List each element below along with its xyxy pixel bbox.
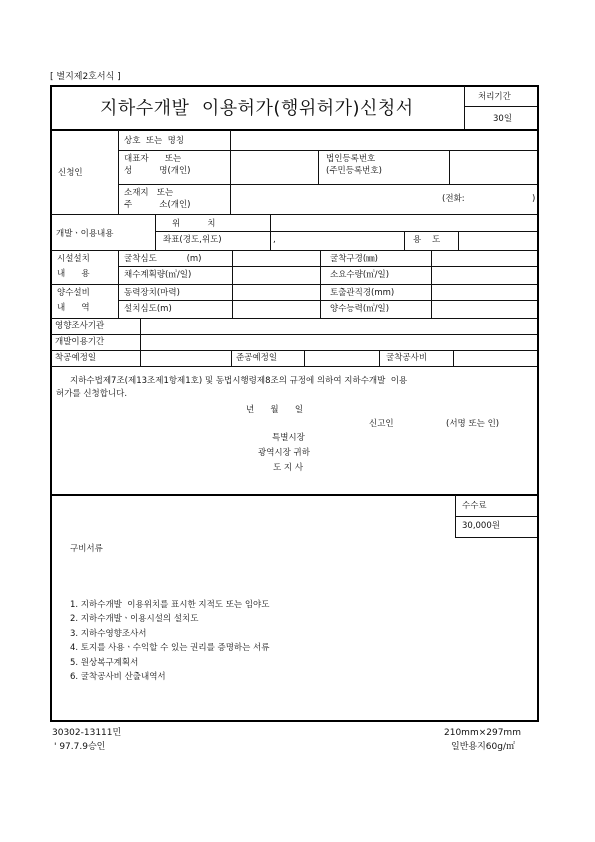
install-depth-field[interactable] bbox=[234, 301, 318, 317]
power-unit-field[interactable] bbox=[234, 285, 318, 300]
planned-volume-field[interactable] bbox=[234, 267, 318, 283]
document-item: 6. 굴착공사비 산출내역서 bbox=[70, 672, 166, 682]
divider bbox=[118, 130, 119, 214]
purpose-field[interactable] bbox=[460, 232, 536, 249]
divider bbox=[304, 350, 305, 366]
location-field[interactable] bbox=[272, 215, 536, 230]
divider bbox=[318, 150, 319, 184]
divider bbox=[455, 516, 537, 517]
fee-label: 수수료 bbox=[462, 501, 487, 511]
recipient-line-1: 특별시장 bbox=[272, 433, 305, 443]
page-title: 지하수개발 이용허가(행위허가)신청서 bbox=[100, 98, 414, 119]
discharge-diameter-field[interactable] bbox=[433, 285, 536, 300]
divider bbox=[231, 350, 232, 366]
completion-date-field[interactable] bbox=[306, 351, 378, 366]
corp-reg-no-field[interactable] bbox=[451, 151, 536, 183]
applicant-name-field[interactable] bbox=[402, 416, 442, 430]
pump-capacity-field[interactable] bbox=[433, 301, 536, 317]
date-line: 년 월 일 bbox=[246, 405, 304, 415]
divider bbox=[379, 350, 380, 366]
document-item: 3. 지하수영향조사서 bbox=[70, 629, 147, 639]
divider bbox=[464, 86, 465, 130]
document-item: 1. 지하수개발 이용위치를 표시한 지적도 또는 임야도 bbox=[70, 600, 270, 610]
divider bbox=[404, 231, 405, 250]
application-statement-line-2: 허가를 신청합니다. bbox=[56, 389, 128, 399]
coordinates-label: 좌표(경도,위도) bbox=[163, 235, 222, 245]
pump-section-label: 양수설비 bbox=[57, 288, 90, 298]
company-name-label: 상호 또는 명칭 bbox=[124, 136, 185, 146]
paper-spec: 일반용지60g/㎡ bbox=[451, 742, 515, 752]
divider bbox=[230, 184, 231, 214]
pump-section-label-2: 내 역 bbox=[57, 303, 90, 313]
divider bbox=[455, 537, 537, 538]
divider bbox=[51, 366, 537, 367]
purpose-label: 용 도 bbox=[413, 235, 441, 245]
processing-period-label: 처리기간 bbox=[478, 92, 511, 102]
divider bbox=[458, 231, 459, 250]
divider bbox=[449, 150, 450, 184]
document-item: 5. 원상복구계획서 bbox=[70, 658, 139, 668]
start-date-field[interactable] bbox=[142, 351, 230, 366]
required-documents-heading: 구비서류 bbox=[70, 544, 103, 554]
divider bbox=[140, 318, 141, 366]
recipient-line-3: 도 지 사 bbox=[273, 463, 304, 473]
pump-capacity-label: 양수능력(㎥/일) bbox=[330, 304, 390, 314]
representative-field[interactable] bbox=[232, 151, 316, 183]
impact-survey-org-field[interactable] bbox=[142, 319, 536, 333]
planned-volume-label: 채수계획량(㎥/일) bbox=[124, 270, 192, 280]
frame-left bbox=[50, 85, 52, 721]
power-unit-label: 동력장치(마력) bbox=[124, 288, 180, 298]
address-field[interactable] bbox=[232, 185, 432, 213]
required-volume-label: 소요수량(㎥/일) bbox=[330, 270, 390, 280]
document-item: 4. 토지를 사용ㆍ수익할 수 있는 권리를 증명하는 서류 bbox=[70, 643, 270, 653]
company-name-field[interactable] bbox=[232, 131, 536, 149]
install-depth-label: 설치심도(m) bbox=[124, 304, 172, 314]
facility-section-label-2: 내 용 bbox=[57, 269, 90, 279]
start-date-label: 착공예정일 bbox=[55, 353, 97, 363]
document-item: 2. 지하수개발ㆍ이용시설의 설치도 bbox=[70, 614, 199, 624]
frame-right bbox=[537, 85, 539, 721]
divider bbox=[155, 214, 156, 250]
coordinates-comma: , bbox=[273, 235, 276, 245]
signature-note: (서명 또는 인) bbox=[446, 419, 500, 429]
paper-size: 210mm×297mm bbox=[444, 728, 521, 738]
representative-label: 대표자 또는 bbox=[124, 154, 182, 164]
facility-section-label: 시설설치 bbox=[57, 254, 90, 264]
location-label: 위 치 bbox=[172, 219, 216, 229]
resident-reg-no-label: (주민등록번호) bbox=[326, 166, 382, 176]
drilling-depth-label: 굴착심도 (m) bbox=[124, 254, 202, 264]
divider bbox=[230, 130, 231, 150]
corp-reg-no-label: 법인등록번호 bbox=[326, 154, 376, 164]
required-volume-field[interactable] bbox=[433, 267, 536, 283]
drilling-diameter-label: 굴착구경(㎜) bbox=[330, 254, 378, 264]
form-number-label: [ 별지제2호서식 ] bbox=[50, 72, 121, 82]
applicant-section-label: 신청인 bbox=[58, 168, 83, 178]
development-period-field[interactable] bbox=[142, 335, 536, 349]
divider bbox=[51, 494, 537, 496]
representative-label-2: 성 명(개인) bbox=[124, 166, 191, 176]
divider bbox=[270, 214, 271, 250]
approval-date: ' 97.7.9승인 bbox=[54, 742, 106, 752]
phone-label: (전화: bbox=[442, 194, 465, 204]
address-label-2: 주 소(개인) bbox=[124, 200, 191, 210]
divider bbox=[230, 150, 231, 184]
discharge-diameter-label: 토출관직경(mm) bbox=[330, 288, 395, 298]
divider bbox=[464, 106, 537, 107]
coordinates-field[interactable] bbox=[272, 232, 402, 249]
application-statement-line-1: 지하수법제7조(제13조제1항제1호) 및 동법시행령제8조의 규정에 의하여 지하수개발 이용 bbox=[70, 376, 408, 386]
applicant-sign-label: 신고인 bbox=[369, 419, 394, 429]
recipient-line-2: 광역시장 귀하 bbox=[258, 448, 310, 458]
drilling-diameter-field[interactable] bbox=[433, 251, 536, 266]
fee-value: 30,000원 bbox=[462, 521, 500, 531]
address-label: 소재지 또는 bbox=[124, 188, 174, 198]
development-period-label: 개발이용기간 bbox=[55, 337, 105, 347]
completion-date-label: 준공예정일 bbox=[236, 353, 278, 363]
impact-survey-org-label: 영향조사기관 bbox=[55, 321, 105, 331]
form-code: 30302-13111민 bbox=[52, 728, 122, 738]
development-section-label: 개발ㆍ이용내용 bbox=[56, 229, 114, 239]
processing-period-value: 30일 bbox=[493, 114, 513, 124]
drilling-depth-field[interactable] bbox=[234, 251, 318, 266]
drilling-cost-field[interactable] bbox=[455, 351, 536, 366]
frame-bottom bbox=[50, 720, 539, 722]
drilling-cost-label: 굴착공사비 bbox=[386, 353, 428, 363]
divider bbox=[453, 350, 454, 366]
phone-close: ) bbox=[532, 194, 536, 204]
